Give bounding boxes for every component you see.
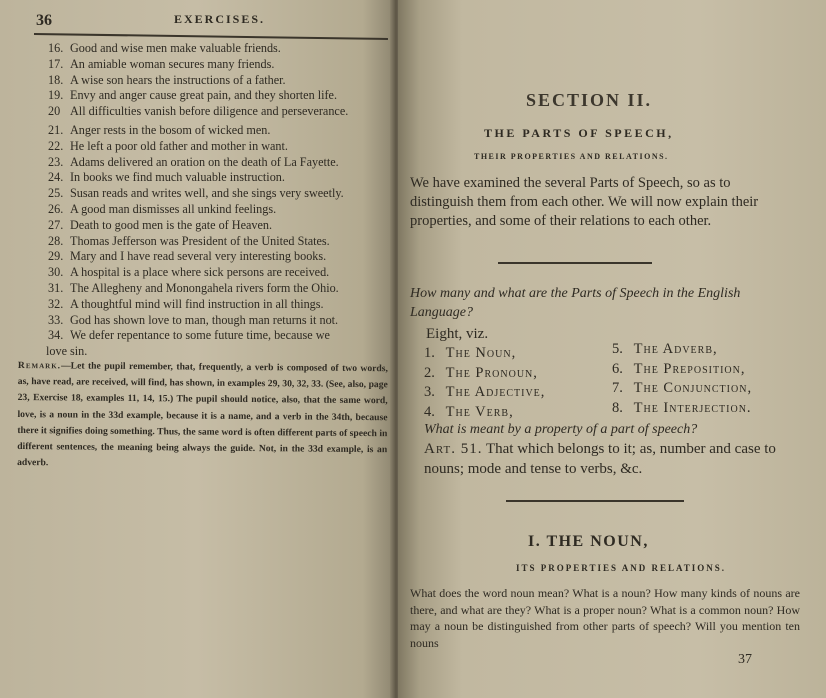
sentence-number: 29. [48,249,64,264]
sentence-number: 23. [48,154,64,169]
left-page-number: 36 [36,12,52,29]
section-title: SECTION II. [526,90,653,110]
sentence-number: 27. [48,217,64,232]
sentence-31 [48,281,394,297]
exercise-sentences [48,41,394,360]
sentence-text: A hospital is a place where sick persons are received. [70,265,330,280]
sentence-text: In books we find much valuable instruction. [70,170,285,185]
part-item [424,364,545,384]
part-name: The Noun, [445,345,517,361]
noun-questions: What does the word noun mean? What is a noun? How many kinds of nouns are there, and what are they? What is a proper noun? What is a common noun? How may a noun be distinguished from other parts of speech? Will you mention ten nouns [410,586,800,650]
answer-intro: Eight, viz. [426,326,489,342]
right-page-number: 37 [738,652,752,667]
sentence-number: 21. [48,122,64,137]
sentence-text: Good and wise men make valuable friends. [70,41,281,55]
part-name: The Verb, [445,403,514,420]
parts-list-right [612,340,752,418]
part-item [612,340,752,360]
right-page [398,0,826,698]
part-name: The Interjection. [633,399,752,416]
sentence-text: Susan reads and writes well, and she sings very sweetly. [70,186,344,201]
sentence-28 [48,234,394,250]
sentence-text: An amiable woman secures many friends. [70,56,275,71]
part-name: The Conjunction, [633,380,753,396]
intro-paragraph: We have examined the several Parts of Speech, so as to distinguish them from each other. We will now explain their properties, and some of their relations to each other. [410,175,759,229]
sentence-text: We defer repentance to some future time, because we [70,328,330,343]
part-name: The Pronoun, [445,364,538,381]
sentence-text: All difficulties vanish before diligence and perseverance. [70,104,349,119]
sentence-26 [48,202,394,218]
sentence-text: Death to good men is the gate of Heaven. [70,217,273,232]
sentence-text: God has shown love to man, though man returns it not. [70,312,339,327]
part-name: The Preposition, [633,360,746,377]
sentence-number: 32. [48,296,64,311]
part-item [424,403,545,423]
sentence-33 [48,313,394,329]
sentence-number: 31. [48,280,64,295]
part-item [612,399,752,419]
part-number: 4. [424,403,435,420]
sentence-25 [48,186,394,202]
running-header: EXERCISES. [174,12,266,26]
sentence-number: 24. [48,170,64,185]
sentence-text: Anger rests in the bosom of wicked men. [70,122,271,137]
sentence-18 [48,73,394,89]
sentence-text: A good man dismisses all unkind feelings. [70,201,277,216]
part-name: The Adjective, [445,384,546,400]
sentence-number: 28. [48,233,64,248]
sentence-number: 30. [48,265,64,280]
part-number: 6. [612,360,623,377]
parts-question: How many and what are the Parts of Speech in the English Language? [410,286,741,320]
sentence-24 [48,170,394,186]
article-51 [424,439,794,479]
sentence-number: 18. [48,72,64,87]
header-rule [34,33,388,40]
remark-label: Remark. [17,359,62,372]
sentence-number: 22. [48,138,64,153]
parts-list-left [424,344,545,422]
sentence-22 [48,139,394,155]
part-number: 5. [612,341,623,357]
sentence-text: He left a poor old father and mother in want. [70,138,288,153]
sentence-text: Thomas Jefferson was President of the United States. [70,233,330,248]
article-text: That which belongs to it; as, number and case to nouns; mode and tense to verbs, &c. [424,441,776,477]
parts-title: THE PARTS OF SPEECH, [484,126,674,140]
sentence-29 [48,249,394,265]
part-item [612,379,752,399]
sentence-number: 25. [48,186,64,201]
property-question: What is meant by a property of a part of speech? [424,422,698,437]
part-number: 2. [424,364,435,381]
article-label: Art. 51. [424,441,483,457]
sentence-17 [48,57,394,73]
sentence-27 [48,218,394,234]
sentence-text: Mary and I have read several very interesting books. [70,249,327,264]
sentence-text: The Allegheny and Monongahela rivers form the Ohio. [70,280,339,295]
sentence-30 [48,265,394,281]
sentence-number: 26. [48,201,64,216]
part-number: 8. [612,399,623,416]
sentence-continuation: love sin. [46,344,88,359]
sentence-number: 19. [48,88,64,103]
part-name: The Adverb, [633,341,718,357]
sentence-number: 33. [48,312,64,327]
sentence-text: A wise son hears the instructions of a father. [70,72,286,87]
parts-subtitle: THEIR PROPERTIES AND RELATIONS. [474,152,669,161]
sentence-number: 34. [48,328,64,343]
part-number: 7. [612,380,623,396]
sentence-text: Adams delivered an oration on the death of La Fayette. [70,154,339,169]
noun-title: I. THE NOUN, [528,533,649,550]
left-page [0,0,394,698]
sentence-number: 16. [48,41,64,55]
part-number: 3. [424,384,435,400]
sentence-number: 17. [48,56,64,71]
sentence-16 [48,41,394,57]
sentence-20 [48,104,394,120]
sentence-number: 20 [48,104,61,119]
noun-subtitle: ITS PROPERTIES AND RELATIONS. [516,563,727,573]
remark-text: —Let the pupil remember, that, frequently, a verb is composed of two words, as, have read, are received, will find, has shown, in examples 29, 30, 32, 33. (See, also, page 23, Exercise 18, examples 11, 14, 15.) The pupil should notice, also, that the same word, love, is a noun in the 33d example, because it is a name, and a verb in the 34th, because there it signifies doing something. Thus, the same word is often different parts of speech in different sentences, the meaning being always the guide. Not, in the 33d example, is an adverb. [17,360,388,469]
part-item [424,344,545,364]
sentence-19 [48,88,394,104]
sentence-21 [48,123,394,139]
sentence-23 [48,155,394,171]
part-number: 1. [424,345,435,361]
sentence-text: Envy and anger cause great pain, and they shorten life. [70,88,338,103]
sentence-32 [48,297,394,313]
sentence-34 [48,328,394,344]
part-item [612,360,752,380]
sentence-text: A thoughtful mind will find instruction in all things. [70,296,324,311]
divider-rule [498,262,652,264]
divider-rule [506,500,684,502]
part-item [424,383,545,403]
remark-paragraph [17,358,388,475]
